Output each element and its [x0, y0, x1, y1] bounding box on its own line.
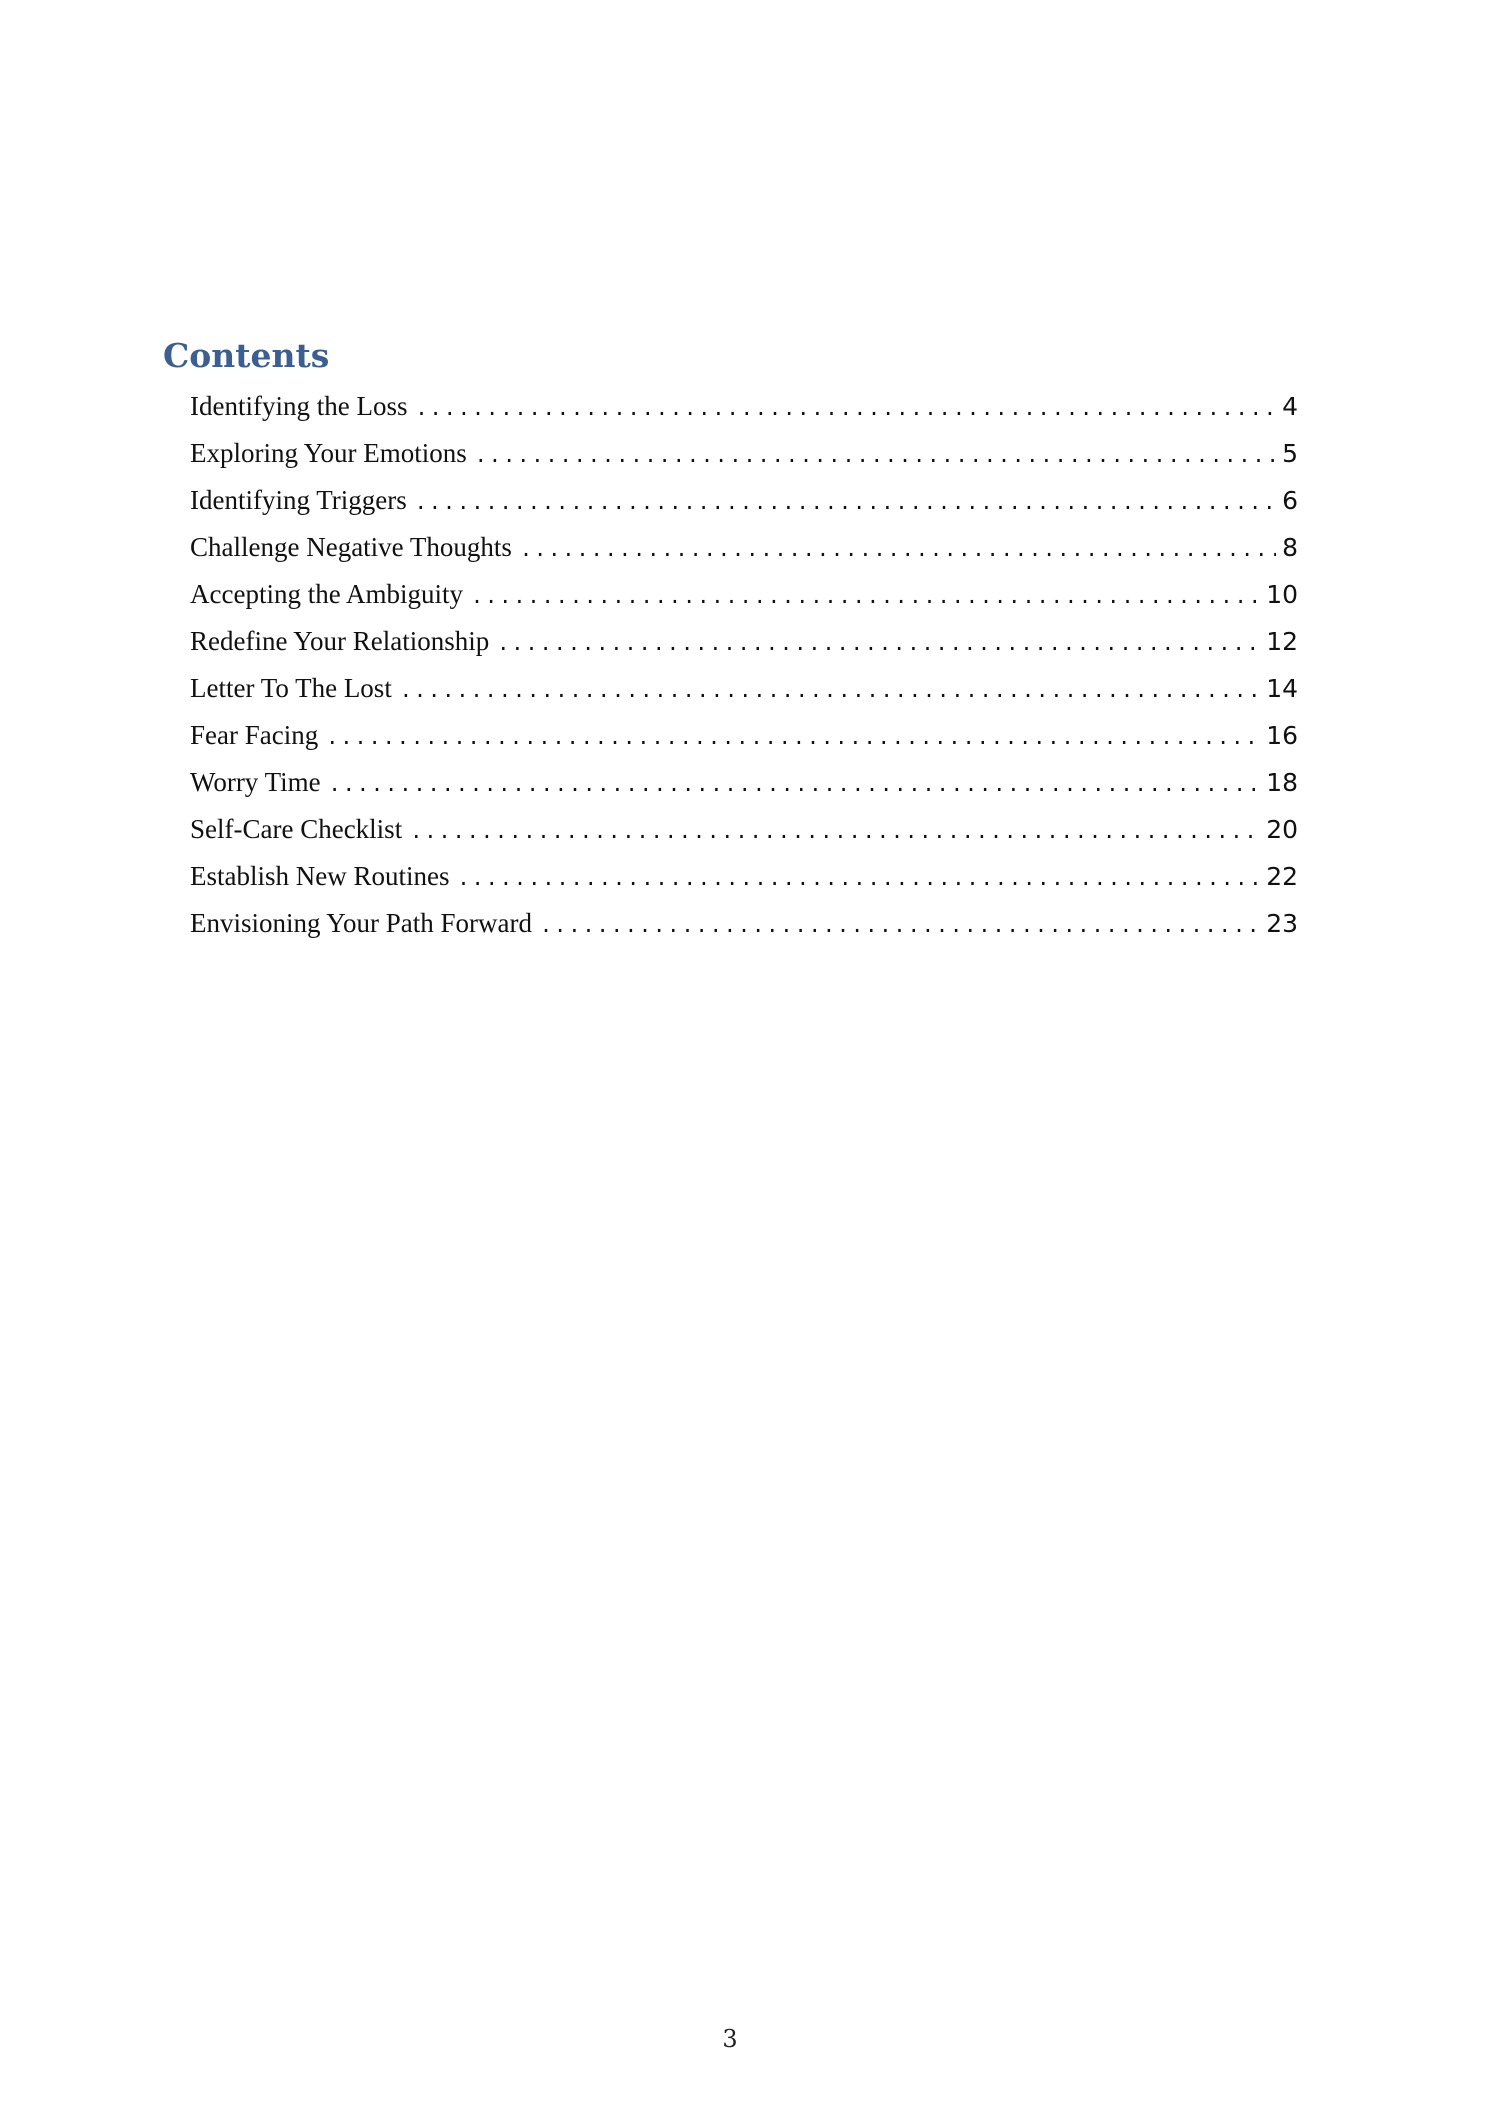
- toc-entry-page: 4: [1282, 392, 1298, 421]
- toc-entry-title: Fear Facing: [190, 720, 319, 750]
- page-number: 3: [722, 2025, 738, 2053]
- toc-entry-page: 20: [1266, 815, 1298, 844]
- dot-leader: [540, 902, 1260, 949]
- toc-entry-accepting-the-ambiguity[interactable]: [190, 571, 1298, 618]
- toc-entry-identifying-triggers[interactable]: [190, 477, 1298, 524]
- toc-entry-page: 10: [1266, 580, 1298, 609]
- toc-entry-establish-new-routines[interactable]: [190, 853, 1298, 900]
- dot-leader: [457, 855, 1260, 902]
- toc-entry-title: Redefine Your Relationship: [190, 626, 490, 656]
- toc-entry-envisioning-your-path-forward[interactable]: [190, 900, 1298, 947]
- toc-entry-title: Accepting the Ambiguity: [190, 579, 463, 609]
- toc-entry-worry-time[interactable]: [190, 759, 1298, 806]
- toc-heading: Contents: [163, 336, 330, 375]
- table-of-contents: [190, 383, 1298, 947]
- toc-entry-page: 12: [1266, 627, 1298, 656]
- toc-entry-page: 22: [1266, 862, 1298, 891]
- toc-entry-page: 8: [1282, 533, 1298, 562]
- toc-entry-title: Envisioning Your Path Forward: [190, 908, 533, 938]
- toc-entry-title: Identifying Triggers: [190, 485, 407, 515]
- toc-entry-identifying-the-loss[interactable]: [190, 383, 1298, 430]
- dot-leader: [520, 526, 1276, 573]
- toc-entry-challenge-negative-thoughts[interactable]: [190, 524, 1298, 571]
- dot-leader: [415, 385, 1276, 432]
- toc-entry-title: Self-Care Checklist: [190, 814, 403, 844]
- toc-entry-redefine-your-relationship[interactable]: [190, 618, 1298, 665]
- dot-leader: [471, 573, 1260, 620]
- toc-entry-title: Worry Time: [190, 767, 321, 797]
- dot-leader: [329, 761, 1261, 808]
- dot-leader: [400, 667, 1260, 714]
- toc-entry-page: 23: [1266, 909, 1298, 938]
- toc-entry-page: 18: [1266, 768, 1298, 797]
- dot-leader: [410, 808, 1260, 855]
- toc-entry-title: Establish New Routines: [190, 861, 450, 891]
- toc-entry-page: 16: [1266, 721, 1298, 750]
- toc-entry-fear-facing[interactable]: [190, 712, 1298, 759]
- toc-entry-self-care-checklist[interactable]: [190, 806, 1298, 853]
- toc-entry-title: Exploring Your Emotions: [190, 438, 467, 468]
- dot-leader: [475, 432, 1276, 479]
- toc-entry-page: 14: [1266, 674, 1298, 703]
- toc-entry-title: Identifying the Loss: [190, 391, 408, 421]
- toc-entry-title: Challenge Negative Thoughts: [190, 532, 512, 562]
- toc-entry-exploring-your-emotions[interactable]: [190, 430, 1298, 477]
- toc-entry-page: 5: [1282, 439, 1298, 468]
- dot-leader: [415, 479, 1276, 526]
- toc-entry-letter-to-the-lost[interactable]: [190, 665, 1298, 712]
- dot-leader: [497, 620, 1260, 667]
- dot-leader: [326, 714, 1260, 761]
- toc-entry-page: 6: [1282, 486, 1298, 515]
- toc-entry-title: Letter To The Lost: [190, 673, 392, 703]
